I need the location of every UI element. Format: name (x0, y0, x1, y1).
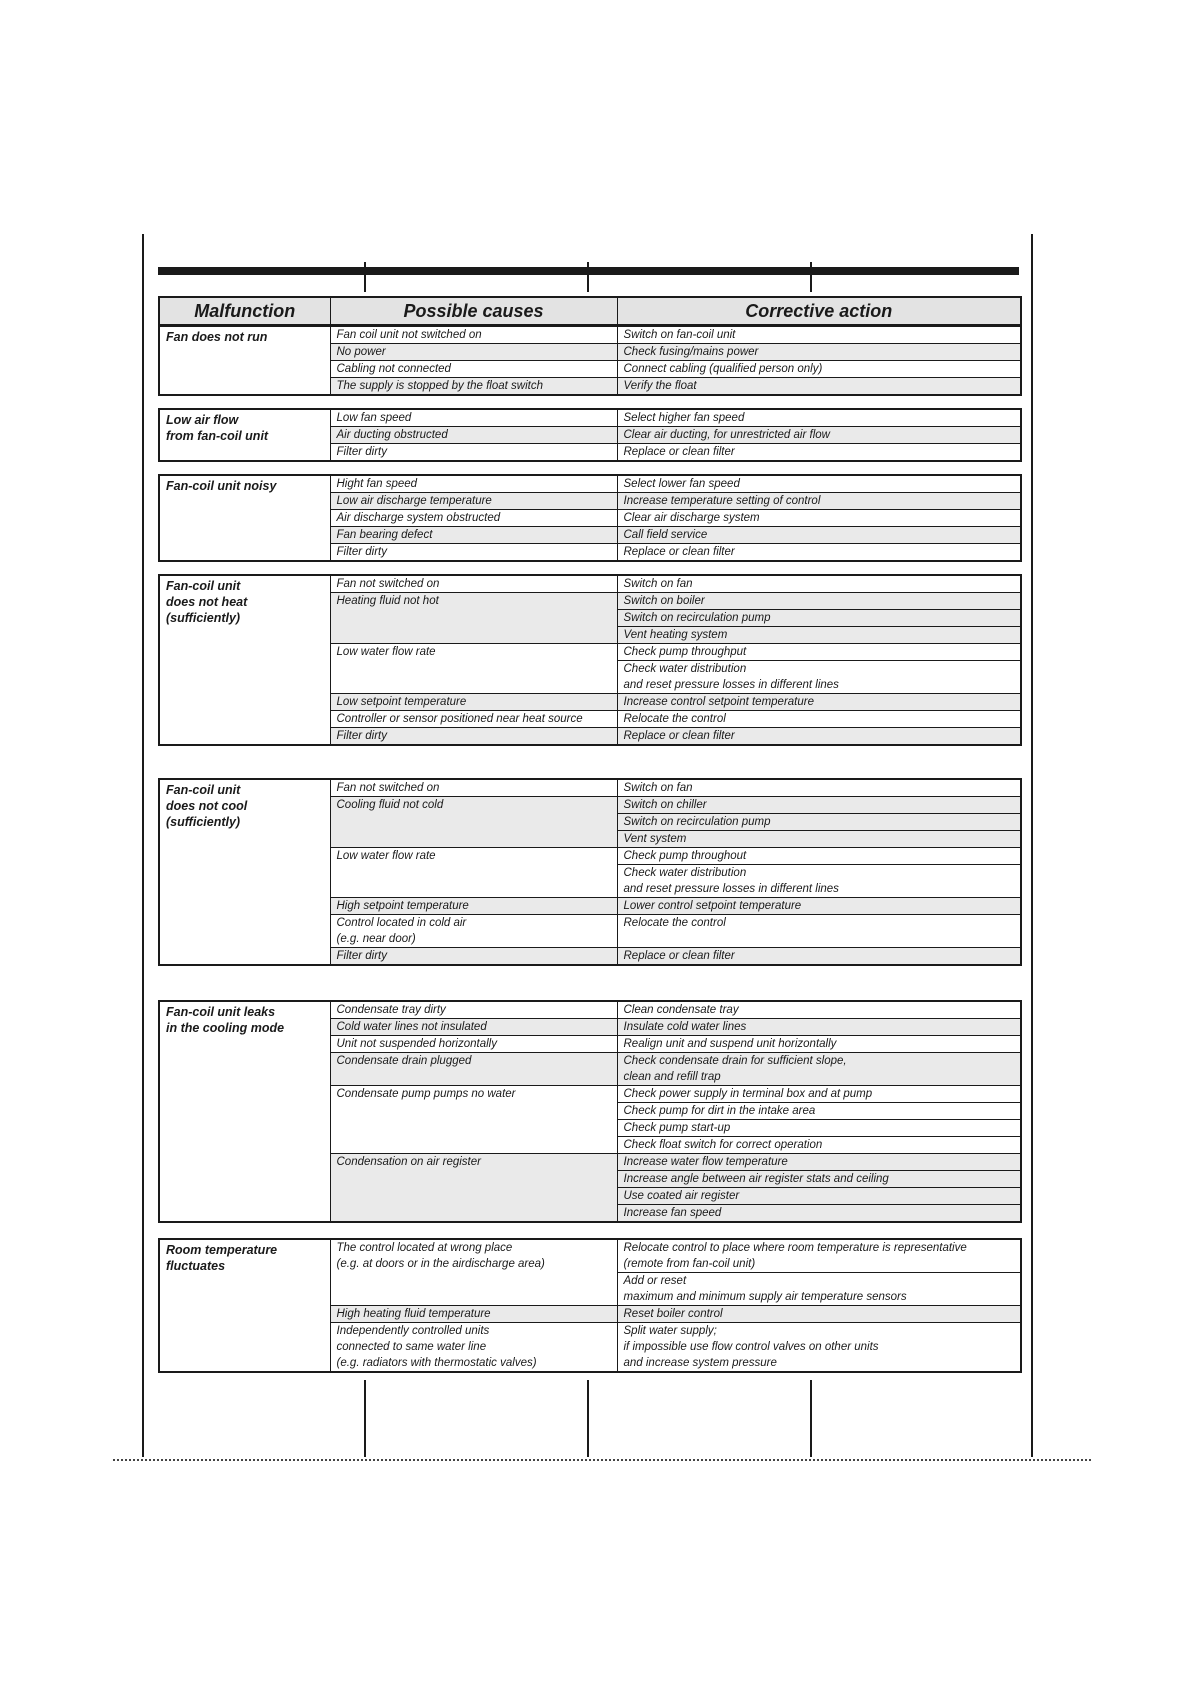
action-cell: Check pump for dirt in the intake area (617, 1103, 1021, 1120)
action-cell: Switch on recirculation pump (617, 610, 1021, 627)
cause-cell: Filter dirty (330, 728, 617, 746)
action-cell: Switch on boiler (617, 593, 1021, 610)
cause-cell: Fan not switched on (330, 575, 617, 593)
action-cell: Clean condensate tray (617, 1001, 1021, 1019)
cause-cell: Fan bearing defect (330, 527, 617, 544)
top-tick-2 (587, 262, 589, 292)
action-cell: Check fusing/mains power (617, 344, 1021, 361)
cause-cell: Heating fluid not hot (330, 593, 617, 644)
group-fan-does-not-run (158, 325, 1022, 396)
group-does-not-cool (158, 778, 1022, 966)
action-cell: Replace or clean filter (617, 948, 1021, 966)
action-cell: Increase temperature setting of control (617, 493, 1021, 510)
cause-cell: Low air discharge temperature (330, 493, 617, 510)
cause-cell: Fan coil unit not switched on (330, 326, 617, 344)
action-cell: Check pump start-up (617, 1120, 1021, 1137)
cause-cell: Independently controlled units connected to same water line (e.g. radiators with thermostatic valves) (330, 1323, 617, 1373)
cause-cell: Condensate tray dirty (330, 1001, 617, 1019)
action-cell: Replace or clean filter (617, 444, 1021, 462)
top-tick-1 (364, 262, 366, 292)
group-room-temp-fluctuates (158, 1238, 1022, 1373)
malfunction-header: Malfunction (159, 297, 330, 325)
action-cell: Check pump throughput (617, 644, 1021, 661)
left-margin-line (142, 234, 144, 1457)
group-leaks-cooling (158, 1000, 1022, 1223)
action-cell: Check condensate drain for sufficient slope, clean and refill trap (617, 1053, 1021, 1086)
cause-cell: Filter dirty (330, 544, 617, 562)
header-row (158, 296, 1022, 326)
cause-cell: Condensate drain plugged (330, 1053, 617, 1086)
cause-cell: Low setpoint temperature (330, 694, 617, 711)
action-cell: Vent system (617, 831, 1021, 848)
cause-cell: The supply is stopped by the float switch (330, 378, 617, 396)
action-cell: Check float switch for correct operation (617, 1137, 1021, 1154)
action-cell: Increase angle between air register stats and ceiling (617, 1171, 1021, 1188)
group-does-not-heat (158, 574, 1022, 746)
bottom-tick-1 (364, 1380, 366, 1457)
malfunction-label: Fan-coil unit leaks in the cooling mode (159, 1001, 330, 1222)
cause-cell: Low water flow rate (330, 644, 617, 694)
bottom-tick-3 (810, 1380, 812, 1457)
action-cell: Realign unit and suspend unit horizontally (617, 1036, 1021, 1053)
action-cell: Switch on fan-coil unit (617, 326, 1021, 344)
malfunction-label: Fan-coil unit does not cool (sufficiently) (159, 779, 330, 965)
right-margin-line (1031, 234, 1033, 1457)
malfunction-label: Fan-coil unit noisy (159, 475, 330, 561)
cause-cell: Control located in cold air (e.g. near door) (330, 915, 617, 948)
group-low-air-flow (158, 408, 1022, 462)
cause-cell: Low fan speed (330, 409, 617, 427)
top-tick-3 (810, 262, 812, 292)
cause-cell: Unit not suspended horizontally (330, 1036, 617, 1053)
cause-cell: Cooling fluid not cold (330, 797, 617, 848)
action-cell: Call field service (617, 527, 1021, 544)
action-cell: Switch on fan (617, 779, 1021, 797)
cause-cell: High setpoint temperature (330, 898, 617, 915)
action-cell: Check water distribution and reset pressure losses in different lines (617, 661, 1021, 694)
cause-cell: Hight fan speed (330, 475, 617, 493)
causes-header: Possible causes (330, 297, 617, 325)
action-cell: Split water supply; if impossible use flow control valves on other units and increase system pressure (617, 1323, 1021, 1373)
bottom-tick-2 (587, 1380, 589, 1457)
cause-cell: The control located at wrong place (e.g. at doors or in the airdischarge area) (330, 1239, 617, 1306)
action-cell: Replace or clean filter (617, 544, 1021, 562)
cause-cell: Air discharge system obstructed (330, 510, 617, 527)
cause-cell: Controller or sensor positioned near heat source (330, 711, 617, 728)
action-cell: Replace or clean filter (617, 728, 1021, 746)
action-cell: Check pump throughout (617, 848, 1021, 865)
malfunction-label: Low air flow from fan-coil unit (159, 409, 330, 461)
cause-cell: Condensation on air register (330, 1154, 617, 1223)
action-cell: Use coated air register (617, 1188, 1021, 1205)
cut-line (113, 1459, 1091, 1461)
action-cell: Vent heating system (617, 627, 1021, 644)
action-cell: Switch on fan (617, 575, 1021, 593)
action-cell: Relocate the control (617, 711, 1021, 728)
action-header: Corrective action (617, 297, 1021, 325)
cause-cell: No power (330, 344, 617, 361)
action-cell: Check power supply in terminal box and at pump (617, 1086, 1021, 1103)
cause-cell: Cabling not connected (330, 361, 617, 378)
action-cell: Switch on recirculation pump (617, 814, 1021, 831)
action-cell: Increase water flow temperature (617, 1154, 1021, 1171)
action-cell: Clear air discharge system (617, 510, 1021, 527)
action-cell: Insulate cold water lines (617, 1019, 1021, 1036)
cause-cell: Cold water lines not insulated (330, 1019, 617, 1036)
action-cell: Increase control setpoint temperature (617, 694, 1021, 711)
action-cell: Verify the float (617, 378, 1021, 396)
action-cell: Reset boiler control (617, 1306, 1021, 1323)
action-cell: Switch on chiller (617, 797, 1021, 814)
malfunction-label: Fan-coil unit does not heat (sufficiently) (159, 575, 330, 745)
cause-cell: Air ducting obstructed (330, 427, 617, 444)
action-cell: Select higher fan speed (617, 409, 1021, 427)
malfunction-label: Fan does not run (159, 326, 330, 395)
cause-cell: Low water flow rate (330, 848, 617, 898)
action-cell: Relocate control to place where room temperature is representative (remote from fan-coil unit) (617, 1239, 1021, 1273)
action-cell: Check water distribution and reset pressure losses in different lines (617, 865, 1021, 898)
cause-cell: Filter dirty (330, 444, 617, 462)
action-cell: Select lower fan speed (617, 475, 1021, 493)
action-cell: Clear air ducting, for unrestricted air flow (617, 427, 1021, 444)
action-cell: Increase fan speed (617, 1205, 1021, 1223)
action-cell: Add or reset maximum and minimum supply air temperature sensors (617, 1273, 1021, 1306)
cause-cell: Condensate pump pumps no water (330, 1086, 617, 1154)
action-cell: Relocate the control (617, 915, 1021, 948)
cause-cell: High heating fluid temperature (330, 1306, 617, 1323)
group-fan-coil-noisy (158, 474, 1022, 562)
action-cell: Lower control setpoint temperature (617, 898, 1021, 915)
malfunction-label: Room temperature fluctuates (159, 1239, 330, 1372)
cause-cell: Fan not switched on (330, 779, 617, 797)
cause-cell: Filter dirty (330, 948, 617, 966)
action-cell: Connect cabling (qualified person only) (617, 361, 1021, 378)
